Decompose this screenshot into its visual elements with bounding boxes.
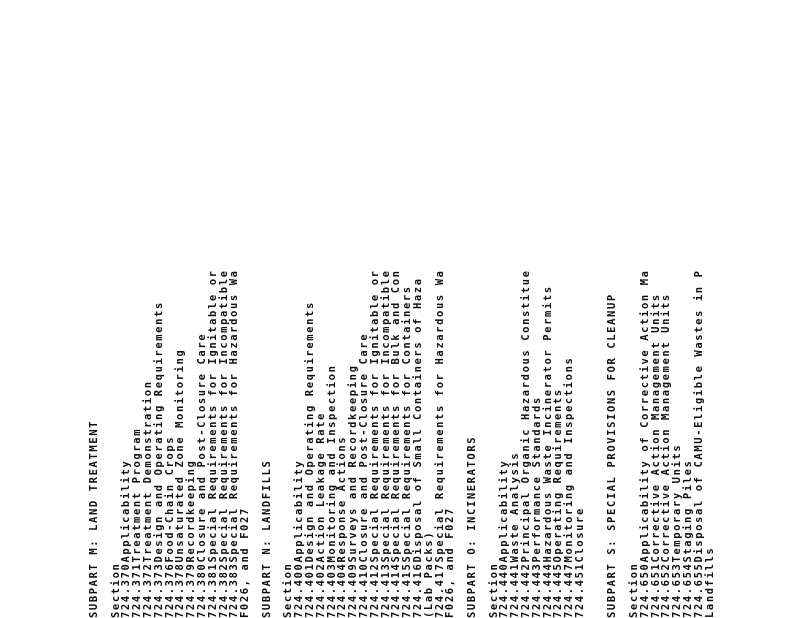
line-title: Food-Chain Crops xyxy=(163,435,176,563)
line-number-or-heading: 724.382 xyxy=(217,562,230,618)
line-title: Unsaturated Zone Monitoring xyxy=(174,348,187,563)
line-title: Special Requirements for Ignitable or xyxy=(368,269,381,563)
line-number-or-heading: 724.416 xyxy=(412,562,424,618)
line-number-or-heading: 724.378 xyxy=(174,562,187,618)
line-number-or-heading: 724.414 xyxy=(390,562,403,618)
line-title: Closure and Post-Closure Care xyxy=(358,332,370,563)
line-number-or-heading: (Lab Packs) xyxy=(422,530,435,618)
line-number-or-heading: 724.402 xyxy=(314,562,327,618)
line-number-or-heading: 724.376 xyxy=(163,562,176,618)
line-title: Staging Piles xyxy=(682,459,694,563)
line-number-or-heading: 724.654 xyxy=(682,562,694,618)
line-title: Applicability xyxy=(120,459,133,563)
line-title: Special Requirements for Bulk and Con xyxy=(390,269,403,563)
line-title: Closure and Post-Closure Care xyxy=(196,332,208,563)
line-number-or-heading: 724.655 xyxy=(692,562,705,618)
line-title: Response Actions xyxy=(336,435,349,563)
line-title: Principal Organic Hazardous Constitue xyxy=(520,269,532,563)
line-title: Operating Requirements xyxy=(552,388,565,563)
line-number-or-heading: SUBPART M: LAND TREATMENT xyxy=(88,419,100,618)
line-title: Surveys and Recordkeeping xyxy=(347,364,360,563)
line-number-or-heading: 724.443 xyxy=(530,562,543,618)
line-title: Recordkeeping xyxy=(185,459,198,563)
line-number-or-heading: 724.652 xyxy=(660,562,673,618)
line-number-or-heading: Section xyxy=(282,562,295,618)
line-number-or-heading: 724.379 xyxy=(185,562,198,618)
line-number-or-heading: F026, and F027 xyxy=(444,507,457,618)
document-line xyxy=(466,0,478,618)
line-number-or-heading: SUBPART S: SPECIAL PROVISIONS FOR CLEANUP xyxy=(606,293,619,618)
line-title: Corrective Action Management Units xyxy=(649,293,662,563)
line-number-or-heading: 724.413 xyxy=(379,562,392,618)
line-number-or-heading: SUBPART N: LANDFILLS xyxy=(260,459,273,618)
line-number-or-heading: 724.412 xyxy=(368,562,381,618)
line-number-or-heading: 724.410 xyxy=(358,562,370,618)
line-number-or-heading: 724.444 xyxy=(541,562,554,618)
line-number-or-heading: 724.372 xyxy=(142,562,154,618)
line-number-or-heading: 724.380 xyxy=(196,562,208,618)
line-title: Special Requirements for Incompatible xyxy=(217,269,230,563)
line-title: Design and Operating Requirements xyxy=(304,301,316,563)
line-number-or-heading: 724.447 xyxy=(563,562,576,618)
line-number-or-heading: 724.409 xyxy=(347,562,360,618)
line-number-or-heading: Section xyxy=(487,562,500,618)
line-number-or-heading: 724.445 xyxy=(552,562,565,618)
line-number-or-heading: Landfills xyxy=(703,546,716,618)
line-title: Action Leakage Rate xyxy=(314,412,327,563)
document-line xyxy=(444,0,456,618)
line-title: Monitoring and Inspection xyxy=(325,364,338,563)
document-line xyxy=(239,0,251,618)
line-title: Waste Analysis xyxy=(509,451,522,563)
line-title: Applicability xyxy=(498,459,511,563)
line-number-or-heading: 724.381 xyxy=(206,562,219,618)
line-number-or-heading: 724.451 xyxy=(574,562,586,618)
line-title: Treatment Program xyxy=(131,427,144,563)
line-title: Design and Operating Requirements xyxy=(152,301,165,563)
line-number-or-heading: SUBPART O: INCINERATORS xyxy=(466,435,478,618)
line-number-or-heading: 724.403 xyxy=(325,562,338,618)
document-line xyxy=(261,0,273,618)
line-number-or-heading: 724.651 xyxy=(649,562,662,618)
line-number-or-heading: 724.650 xyxy=(638,562,651,618)
line-number-or-heading: 724.417 xyxy=(433,562,446,618)
line-number-or-heading: 724.442 xyxy=(520,562,532,618)
line-title: Special Requirements for Ignitable or xyxy=(206,269,219,563)
line-number-or-heading: Section xyxy=(628,562,640,618)
line-title: Applicability xyxy=(293,459,306,563)
line-title: Temporary Units xyxy=(671,443,684,563)
line-title: Applicability of Corrective Action Ma xyxy=(638,269,651,563)
line-number-or-heading: F026, and F027 xyxy=(239,507,252,618)
line-title: Special Requirements for Hazardous Wa xyxy=(228,269,241,563)
line-title: Performance Standards xyxy=(530,396,543,563)
document-line xyxy=(606,0,618,618)
line-number-or-heading: 724.400 xyxy=(293,562,306,618)
line-title: Corrective Action Management Units xyxy=(660,293,673,563)
line-number-or-heading: 724.404 xyxy=(336,562,349,618)
document-line xyxy=(423,0,435,618)
line-number-or-heading: 724.373 xyxy=(152,562,165,618)
line-number-or-heading: 724.415 xyxy=(401,562,414,618)
line-title: Closure xyxy=(574,507,586,563)
line-title: Special Requirements for Containers xyxy=(401,285,414,563)
line-number-or-heading: 724.401 xyxy=(304,562,316,618)
line-number-or-heading: 724.440 xyxy=(498,562,511,618)
line-title: Special Requirements for Hazardous Wa xyxy=(433,269,446,563)
line-number-or-heading: 724.653 xyxy=(671,562,684,618)
document-line xyxy=(704,0,716,618)
document-line xyxy=(88,0,100,618)
line-title: Disposal of Small Containers of Haza xyxy=(412,277,424,563)
line-number-or-heading: 724.371 xyxy=(131,562,144,618)
line-title: Monitoring and Inspections xyxy=(563,356,576,563)
line-number-or-heading: Section xyxy=(109,562,122,618)
line-title: Treatment Demonstration xyxy=(142,380,154,563)
line-title: Special Requirements for Incompatible xyxy=(379,269,392,563)
line-number-or-heading: 724.441 xyxy=(509,562,522,618)
line-number-or-heading: 724.383 xyxy=(228,562,241,618)
line-title: Disposal of CAMU-Eligible Wastes in P xyxy=(692,269,705,563)
line-title: Hazardous Waste Incinerator Permits xyxy=(541,285,554,563)
line-number-or-heading: 724.370 xyxy=(120,562,133,618)
